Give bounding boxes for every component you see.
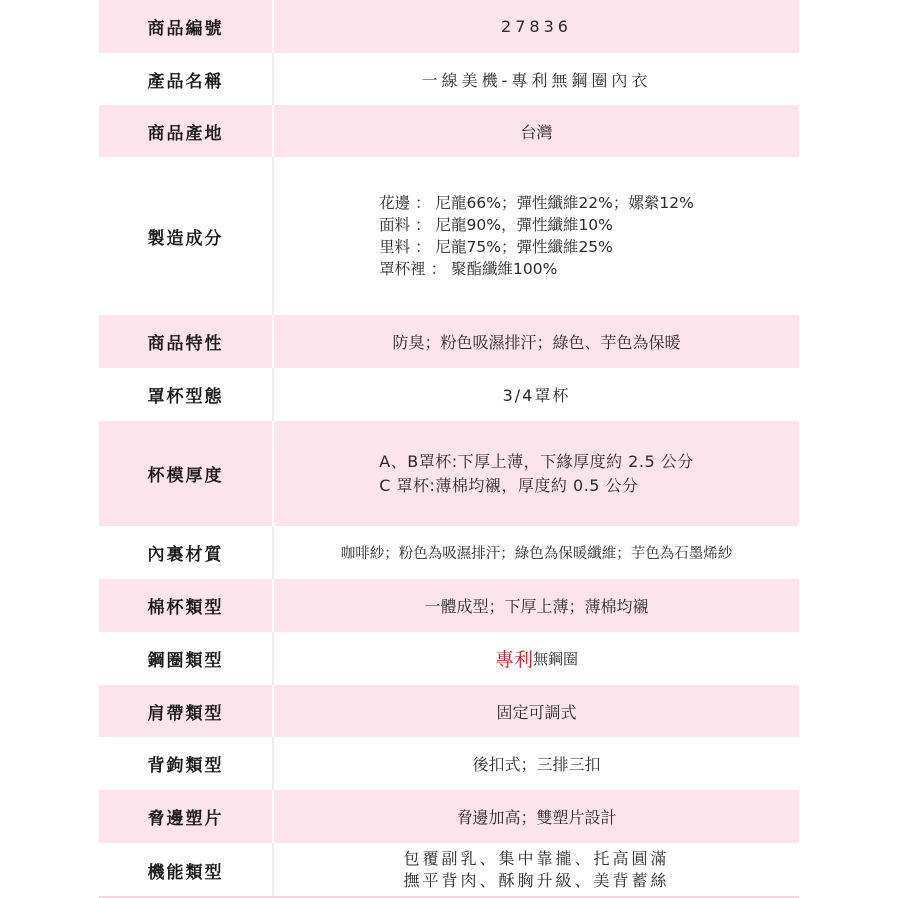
spec-value: 3/4罩杯 [502, 386, 571, 405]
composition-lines [379, 192, 694, 280]
patent-highlight: 專利 [494, 649, 533, 671]
spec-label: 商品編號 [147, 19, 224, 39]
spec-value: 咖啡紗；粉色為吸濕排汗；綠色為保暖纖維；芋色為石墨烯紗 [340, 546, 733, 562]
function-line: 撫平背肉、酥胸升級、美背蓄絲 [403, 871, 670, 890]
spec-label: 罩杯型態 [147, 387, 224, 407]
spec-value: 脅邊加高；雙塑片設計 [456, 808, 617, 827]
thickness-line: A、B罩杯:下厚上薄，下緣厚度約 2.5 公分 [379, 451, 694, 471]
spec-value [274, 421, 799, 526]
function-lines [403, 848, 669, 892]
composition-line: 罩杯裡 ： 聚酯纖維100% [379, 260, 558, 278]
spec-label: 棉杯類型 [147, 598, 224, 618]
spec-label: 背鉤類型 [147, 756, 224, 776]
spec-value: 後扣式；三排三扣 [472, 755, 601, 774]
spec-label: 商品特性 [147, 334, 224, 354]
spec-row-composition [99, 157, 799, 315]
spec-row-strap-type [99, 685, 799, 737]
spec-row-function [99, 843, 799, 897]
composition-line: 花邊 ： 尼龍66%；彈性纖維22%；嫘縈12% [379, 194, 694, 212]
spec-label: 脅邊塑片 [147, 809, 224, 829]
spec-row-cup-thickness [99, 421, 799, 526]
spec-label: 肩帶類型 [147, 703, 224, 724]
spec-row-cup-style [99, 368, 799, 421]
spec-value [274, 157, 799, 315]
spec-row-side-boning [99, 790, 799, 843]
spec-value [274, 632, 799, 685]
spec-label: 商品產地 [147, 123, 224, 144]
spec-row-wire-type [99, 632, 799, 685]
spec-row-lining [99, 526, 799, 579]
thickness-line: C 罩杯:薄棉均襯，厚度約 0.5 公分 [379, 475, 639, 495]
spec-value: 27836 [501, 17, 572, 36]
spec-row-features [99, 315, 799, 368]
wire-type-text: 無鋼圈 [533, 650, 579, 668]
function-line: 包覆副乳、集中靠攏、托高圓滿 [403, 849, 670, 868]
spec-label: 鋼圈類型 [147, 651, 224, 671]
spec-label: 內裏材質 [147, 545, 224, 565]
spec-label: 產品名稱 [147, 71, 224, 92]
spec-value: 一線美機-專利無鋼圈內衣 [421, 70, 652, 90]
spec-label: 製造成分 [147, 228, 224, 249]
spec-value: 台灣 [520, 122, 553, 142]
spec-label: 機能類型 [147, 862, 224, 883]
composition-line: 里料 ： 尼龍75%；彈性纖維25% [379, 238, 613, 256]
spec-value: 固定可調式 [496, 702, 577, 722]
spec-row-hook-type [99, 737, 799, 790]
spec-row-product-number [99, 0, 799, 53]
spec-value: 一體成型；下厚上薄；薄棉均襯 [424, 597, 649, 616]
thickness-lines [379, 450, 693, 498]
product-spec-table [99, 0, 799, 897]
spec-value [274, 843, 799, 897]
spec-row-product-name [99, 53, 799, 105]
spec-value: 防臭；粉色吸濕排汗；綠色、芋色為保暖 [392, 333, 681, 352]
composition-line: 面料 ： 尼龍90%，彈性纖維10% [379, 216, 613, 234]
spec-label: 杯模厚度 [147, 466, 224, 486]
spec-row-origin [99, 105, 799, 157]
spec-row-cup-type [99, 579, 799, 632]
